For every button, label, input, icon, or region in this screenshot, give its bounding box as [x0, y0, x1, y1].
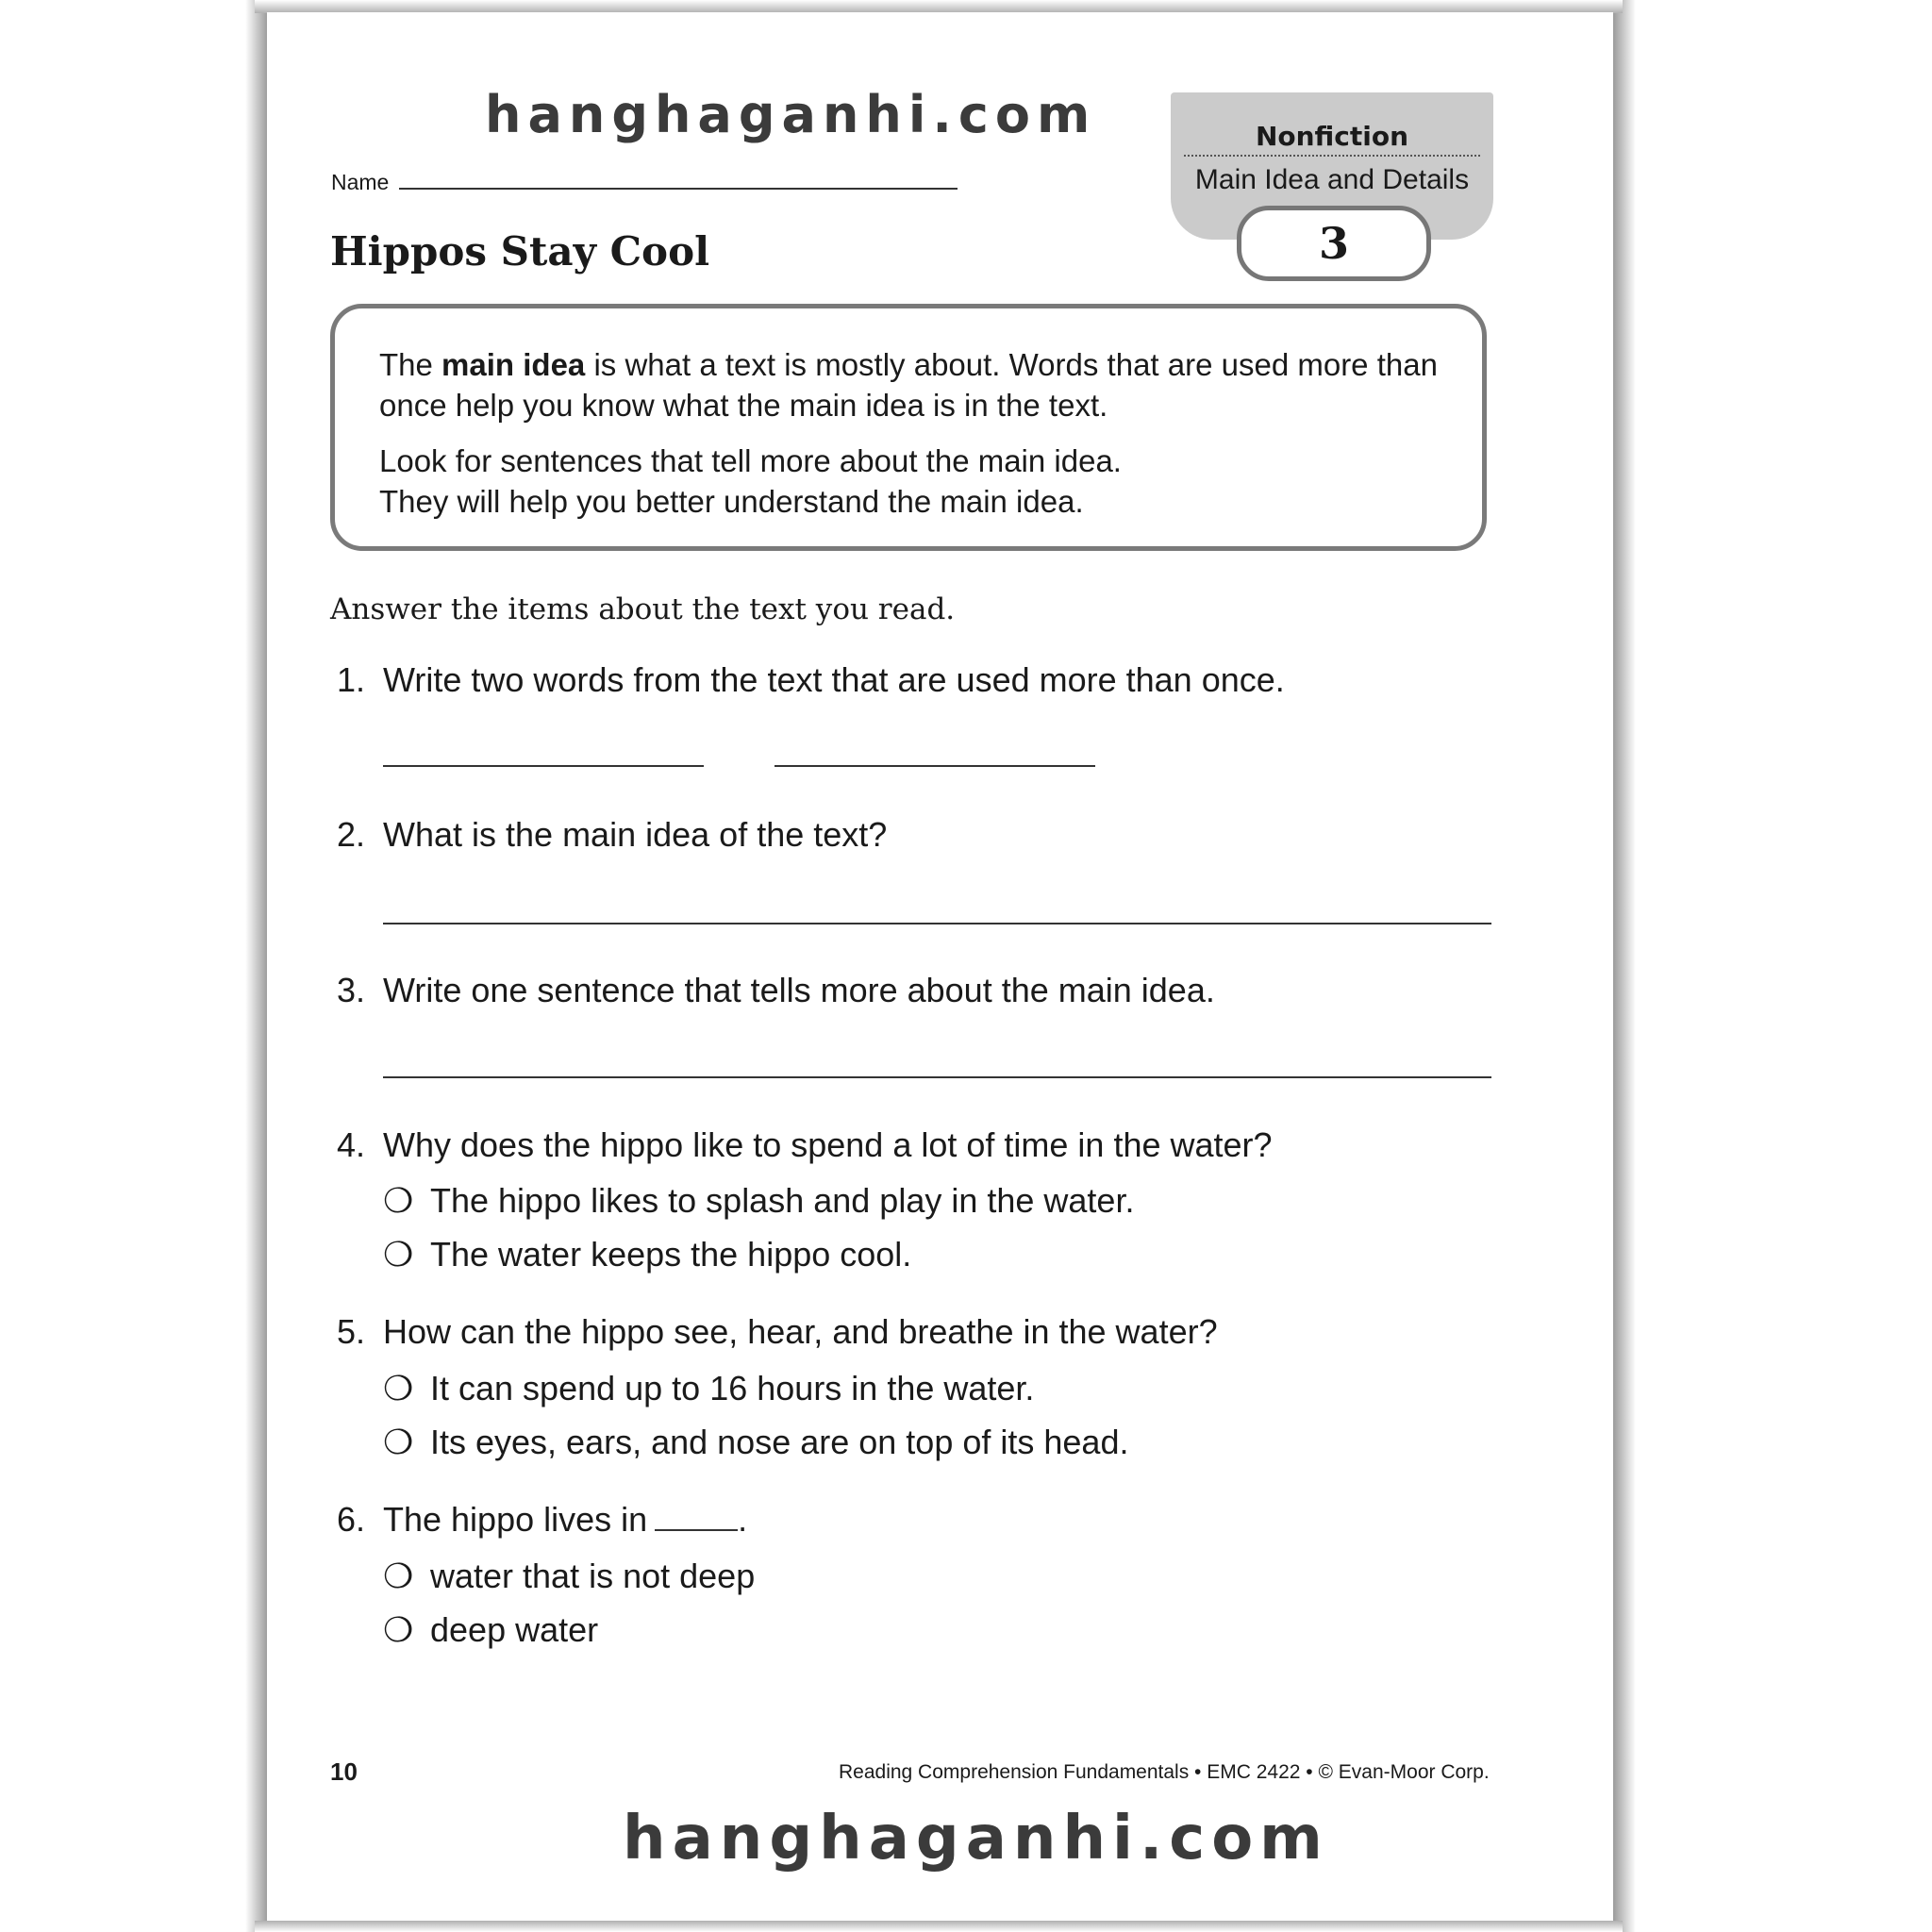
info-paragraph-1 — [379, 344, 1464, 425]
answer-line-3[interactable] — [383, 1076, 1491, 1078]
info-p2-line1: Look for sentences that tell more about the main idea. — [379, 443, 1122, 478]
option-label: The hippo likes to splash and play in the water. — [430, 1181, 1135, 1220]
worksheet-title: Hippos Stay Cool — [330, 228, 710, 275]
radio-circle-icon[interactable]: ❍ — [383, 1181, 414, 1220]
footer-credit: Reading Comprehension Fundamentals • EMC 2422 • © Evan-Moor Corp. — [839, 1761, 1490, 1783]
page-shadow-left — [245, 0, 268, 1932]
radio-circle-icon[interactable]: ❍ — [383, 1369, 414, 1407]
answer-line-2[interactable] — [383, 923, 1491, 924]
question-text: Write one sentence that tells more about the main idea. — [383, 971, 1215, 1009]
radio-circle-icon[interactable]: ❍ — [383, 1423, 414, 1461]
name-label: Name — [331, 170, 390, 194]
info-p2-line2: They will help you better understand the main idea. — [379, 484, 1084, 519]
info-p1-after: is what a text is mostly about. Words that are used more than once help you know what the main idea is in the text. — [379, 347, 1438, 423]
category-label: Nonfiction — [1255, 121, 1409, 152]
option-label: Its eyes, ears, and nose are on top of its head. — [430, 1423, 1129, 1461]
lesson-number-badge: 3 — [1237, 206, 1431, 281]
page-shadow-right — [1613, 0, 1636, 1932]
question-text: Why does the hippo like to spend a lot of time in the water? — [383, 1125, 1273, 1164]
main-idea-info-box — [330, 304, 1487, 551]
info-p1-before: The — [379, 347, 442, 382]
option-label: water that is not deep — [430, 1557, 756, 1595]
answer-option[interactable] — [383, 1235, 911, 1274]
answer-option[interactable] — [383, 1369, 1034, 1408]
question-text: The hippo lives in — [383, 1500, 648, 1539]
page-shadow-top — [255, 0, 1623, 13]
info-p1-bold: main idea — [441, 347, 586, 382]
name-field-line[interactable] — [399, 188, 958, 190]
answer-option[interactable] — [383, 1557, 755, 1596]
question-number: 3. — [337, 971, 366, 1009]
question-number: 2. — [337, 815, 366, 854]
answer-line-1a[interactable] — [383, 765, 704, 767]
option-label: deep water — [430, 1610, 599, 1649]
info-paragraph-2 — [379, 441, 1464, 522]
watermark-bottom: hanghaganhi.com — [623, 1804, 1329, 1874]
question-text: What is the main idea of the text? — [383, 815, 888, 854]
watermark-top: hanghaganhi.com — [485, 85, 1097, 144]
question-text: Write two words from the text that are used more than once. — [383, 660, 1285, 699]
fill-in-blank[interactable] — [655, 1501, 738, 1531]
answer-line-1b[interactable] — [774, 765, 1095, 767]
skill-label: Main Idea and Details — [1194, 164, 1470, 195]
question-number: 5. — [337, 1312, 366, 1351]
radio-circle-icon[interactable]: ❍ — [383, 1610, 414, 1649]
question-text-6 — [383, 1500, 747, 1540]
question-number: 4. — [337, 1125, 366, 1164]
answer-option[interactable] — [383, 1181, 1134, 1221]
answer-option[interactable] — [383, 1610, 598, 1650]
question-number: 1. — [337, 660, 366, 699]
answer-option[interactable] — [383, 1423, 1128, 1462]
page-shadow-bottom — [255, 1921, 1623, 1932]
instructions: Answer the items about the text you read. — [330, 592, 956, 626]
radio-circle-icon[interactable]: ❍ — [383, 1235, 414, 1274]
page-number: 10 — [330, 1757, 358, 1786]
dotted-divider — [1184, 155, 1480, 157]
option-label: It can spend up to 16 hours in the water. — [430, 1369, 1035, 1407]
question-number: 6. — [337, 1500, 366, 1539]
radio-circle-icon[interactable]: ❍ — [383, 1557, 414, 1595]
question-text: How can the hippo see, hear, and breathe in the water? — [383, 1312, 1218, 1351]
question-text-end: . — [738, 1500, 748, 1539]
option-label: The water keeps the hippo cool. — [430, 1235, 912, 1274]
